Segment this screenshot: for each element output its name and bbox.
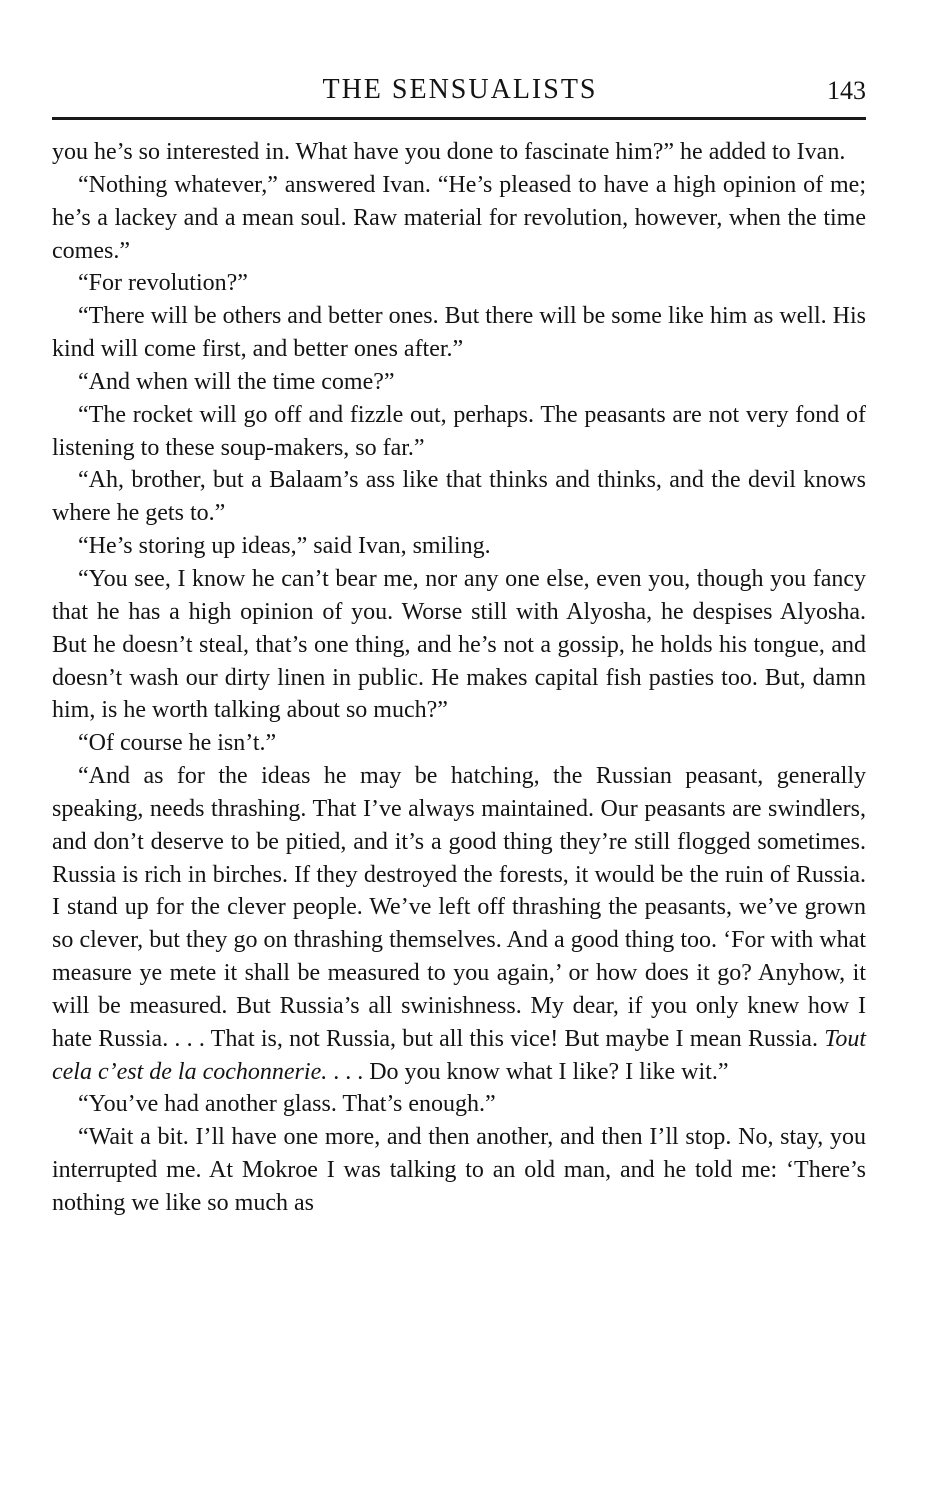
paragraph: “He’s storing up ideas,” said Ivan, smiling. (78, 533, 491, 560)
page-header (52, 70, 868, 110)
paragraph: “There will be others and better ones. But there will be some like him as well. His kind will come first, and better ones after.” (52, 303, 866, 363)
paragraph-text: . . . Do you know what I like? I like wit.” (327, 1058, 729, 1085)
paragraph: “For revolution?” (78, 270, 248, 297)
paragraph: “Wait a bit. I’ll have one more, and then another, and then I’ll stop. No, stay, you interrupted me. At Mokroe I was talking to an old man, and he told me: ‘There’s nothing we like so much as (52, 1124, 866, 1216)
paragraph: “Of course he isn’t.” (78, 730, 277, 757)
header-rule (52, 117, 866, 120)
body-text (52, 136, 866, 1220)
paragraph-text: “And as for the ideas he may be hatching, the Russian peasant, generally speaking, needs thrashing. That I’ve always maintained. Our peasants are swindlers, and don’t deserve to be pitied, and it’s a good thing they’re still flogged sometimes. Russia is rich in birches. If they destroyed the forests, it would be the ruin of Russia. I stand up for the clever people. We’ve left off thrashing the peasants, we’ve grown so clever, but they go on thrashing themselves. And a good thing too. ‘For with what measure ye mete it shall be measured to you again,’ or how does it go? Anyhow, it will be measured. But Russia’s all swinishness. My dear, if you only knew how I hate Russia. . . . That is, not Russia, but all this vice! But maybe I mean Russia. (52, 763, 866, 1052)
french-phrase: Tout cela c’est de la cochonnerie. (52, 1025, 866, 1085)
paragraph: “Nothing whatever,” answered Ivan. “He’s pleased to have a high opinion of me; he’s a lackey and a mean soul. Raw material for revolution, however, when the time comes.” (52, 171, 866, 264)
page-number: 143 (827, 76, 866, 105)
paragraph: “You see, I know he can’t bear me, nor any one else, even you, though you fancy that he has a high opinion of you. Worse still with Alyosha, he despises Alyosha. But he doesn’t steal, that’s one thing, and he’s not a gossip, he holds his tongue, and doesn’t wash our dirty linen in public. He makes capital fish pasties too. But, damn him, is he worth talking about so much?” (52, 565, 866, 724)
paragraph: “Ah, brother, but a Balaam’s ass like that thinks and thinks, and the devil knows where he gets to.” (52, 467, 866, 527)
paragraph (52, 760, 866, 1088)
paragraph: “And when will the time come?” (78, 368, 395, 395)
paragraph: “The rocket will go off and fizzle out, perhaps. The peasants are not very fond of listening to these soup-makers, so far.” (52, 401, 866, 461)
running-title: THE SENSUALISTS (322, 74, 598, 105)
paragraph: “You’ve had another glass. That’s enough.” (78, 1091, 496, 1118)
paragraph: you he’s so interested in. What have you done to fascinate him?” he added to Ivan. (52, 139, 846, 165)
